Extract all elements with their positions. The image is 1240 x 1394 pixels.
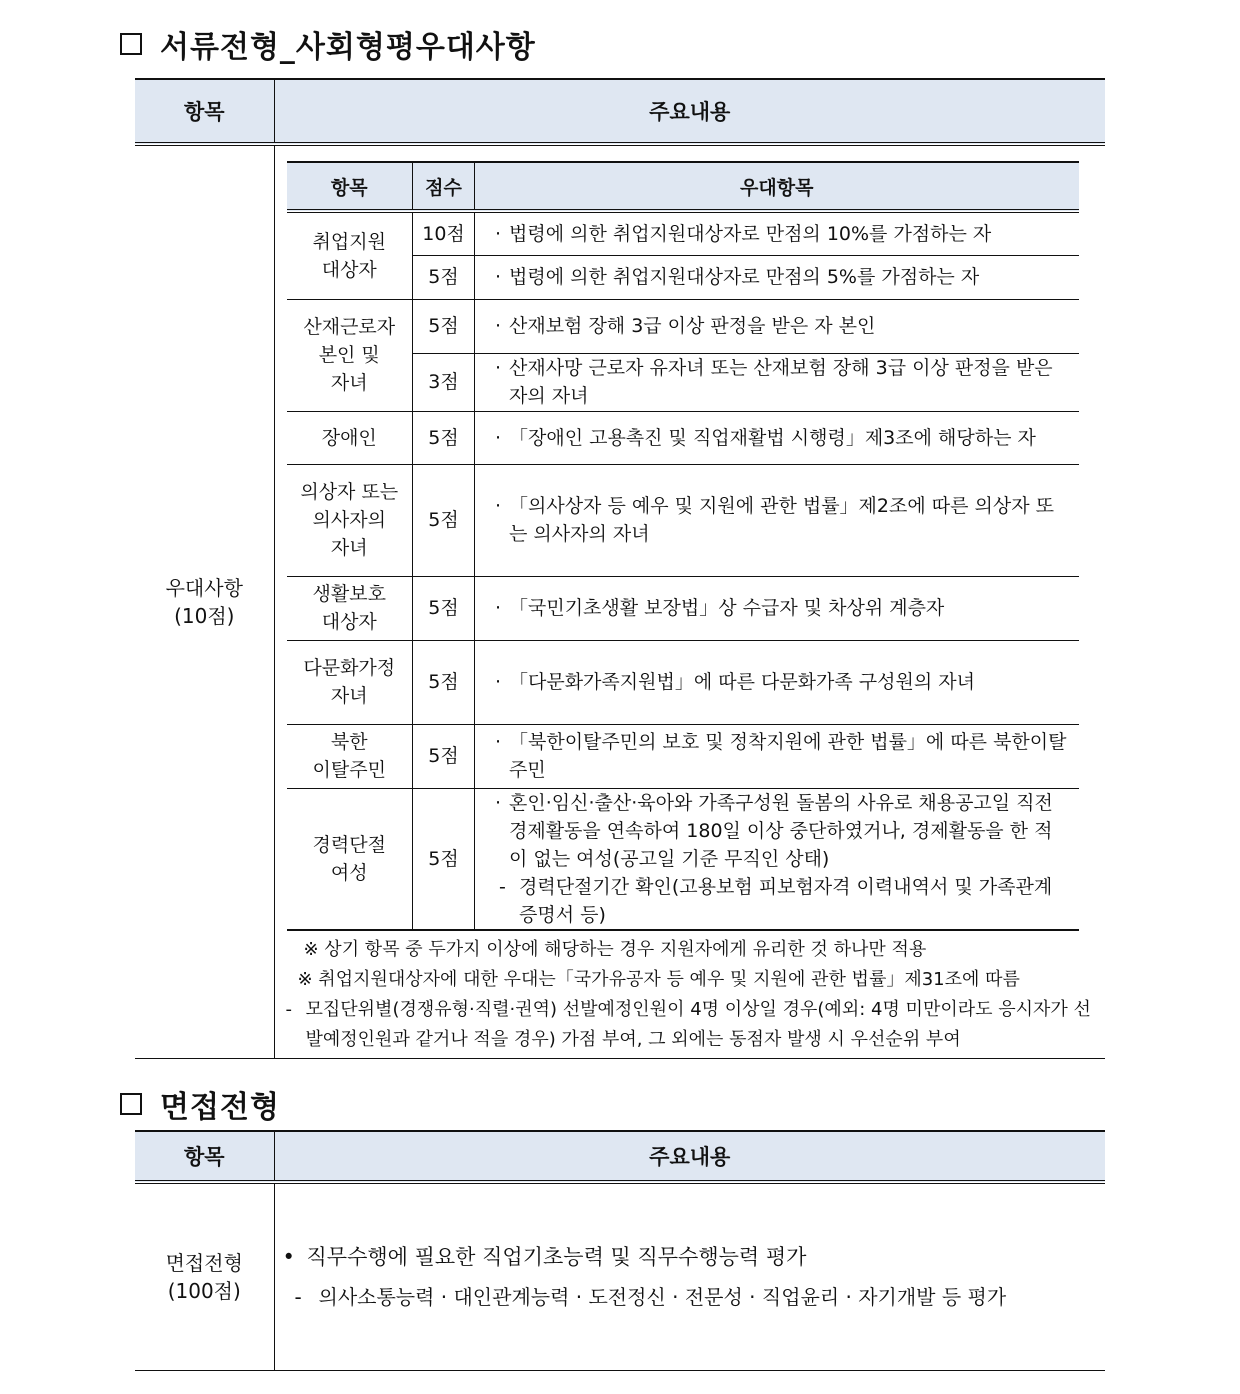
table-row [287, 299, 1079, 353]
item-cell: 경력단절 여성 [287, 788, 413, 930]
section-title-text: 서류전형_사회형평우대사항 [160, 30, 536, 65]
note-2: ※ 취업지원대상자에 대한 우대는「국가유공자 등 예우 및 지원에 관한 법률」제31조에 따름 [297, 968, 1020, 990]
preference-content [274, 144, 1105, 1058]
item-cell: 다문화가정 자녀 [287, 640, 413, 724]
score-cell: 5점 [413, 464, 475, 576]
section-title-interview [120, 1082, 280, 1126]
score-cell: 5점 [413, 411, 475, 464]
note-3: - 모집단위별(경쟁유형·직렬·권역) 선발예정인원이 4명 이상일 경우(예외: 4명 미만이라도 응시자가 선발예정인원과 같거나 적을 경우) 가점 부여, 그 외에는 동점자 발생 시 우선순위 부여 [285, 998, 1091, 1050]
inner-header-score: 점수 [413, 162, 475, 211]
benefit-cell: · 산재사망 근로자 유자녀 또는 산재보험 장해 3급 이상 판정을 받은 자의 자녀 [475, 353, 1079, 411]
table-row [287, 724, 1079, 788]
benefit-cell: · 법령에 의한 취업지원대상자로 만점의 10%를 가점하는 자 [475, 211, 1079, 255]
benefit-cell: · 「북한이탈주민의 보호 및 정착지원에 관한 법률」에 따른 북한이탈주민 [475, 724, 1079, 788]
item-cell: 생활보호 대상자 [287, 576, 413, 640]
score-cell: 5점 [413, 255, 475, 299]
score-cell: 5점 [413, 299, 475, 353]
interview-label: 면접전형 (100점) [135, 1182, 274, 1370]
inner-header-benefit: 우대항목 [475, 162, 1079, 211]
score-cell: 10점 [413, 211, 475, 255]
item-cell: 북한 이탈주민 [287, 724, 413, 788]
checkbox-square-icon [120, 33, 142, 55]
table-row [287, 640, 1079, 724]
score-cell: 5점 [413, 576, 475, 640]
item-cell: 취업지원 대상자 [287, 211, 413, 299]
score-cell: 5점 [413, 724, 475, 788]
table-row [287, 788, 1079, 930]
score-cell: 3점 [413, 353, 475, 411]
benefit-cell: · 「다문화가족지원법」에 따른 다문화가족 구성원의 자녀 [475, 640, 1079, 724]
preference-table [287, 161, 1079, 931]
benefit-cell: · 법령에 의한 취업지원대상자로 만점의 5%를 가점하는 자 [475, 255, 1079, 299]
notes [276, 931, 1105, 1057]
benefit-cell: · 혼인·임신·출산·육아와 가족구성원 돌봄의 사유로 채용공고일 직전 경제활동을 연속하여 180일 이상 중단하였거나, 경제활동을 한 적이 없는 여성(공고일 기준 무직인 상태) - 경력단절기간 확인(고용보험 피보험자격 이력내역서 및 가족관계증명서 등) [475, 788, 1079, 930]
table-row [287, 464, 1079, 576]
score-cell: 5점 [413, 788, 475, 930]
interview-content [274, 1182, 1105, 1370]
benefit-cell: · 「의사상자 등 예우 및 지원에 관한 법률」제2조에 따른 의상자 또는 의사자의 자녀 [475, 464, 1079, 576]
note-1: ※ 상기 항목 중 두가지 이상에 해당하는 경우 지원자에게 유리한 것 하나만 적용 [303, 938, 927, 960]
interview-table [135, 1130, 1105, 1371]
item-cell: 산재근로자 본인 및 자녀 [287, 299, 413, 411]
inner-header-item: 항목 [287, 162, 413, 211]
table-row [287, 576, 1079, 640]
header-content: 주요내용 [274, 79, 1105, 144]
benefit-cell: · 「국민기초생활 보장법」상 수급자 및 차상위 계층자 [475, 576, 1079, 640]
benefit-cell: · 산재보험 장해 3급 이상 판정을 받은 자 본인 [475, 299, 1079, 353]
interview-bullet: • 직무수행에 필요한 직업기초능력 및 직무수행능력 평가 [282, 1244, 807, 1269]
table-row [287, 211, 1079, 255]
header-content: 주요내용 [274, 1131, 1105, 1182]
section-title-text: 면접전형 [160, 1090, 280, 1125]
header-item: 항목 [135, 1131, 274, 1182]
documents-table [135, 78, 1105, 1059]
benefit-cell: · 「장애인 고용촉진 및 직업재활법 시행령」제3조에 해당하는 자 [475, 411, 1079, 464]
item-cell: 장애인 [287, 411, 413, 464]
section-title-documents [120, 22, 536, 66]
table-row [287, 411, 1079, 464]
interview-detail: - 의사소통능력 · 대인관계능력 · 도전정신 · 전문성 · 직업윤리 · 자기개발 등 평가 [294, 1284, 1007, 1309]
preference-label: 우대사항 (10점) [135, 144, 274, 1058]
header-item: 항목 [135, 79, 274, 144]
item-cell: 의상자 또는 의사자의 자녀 [287, 464, 413, 576]
checkbox-square-icon [120, 1093, 142, 1115]
score-cell: 5점 [413, 640, 475, 724]
